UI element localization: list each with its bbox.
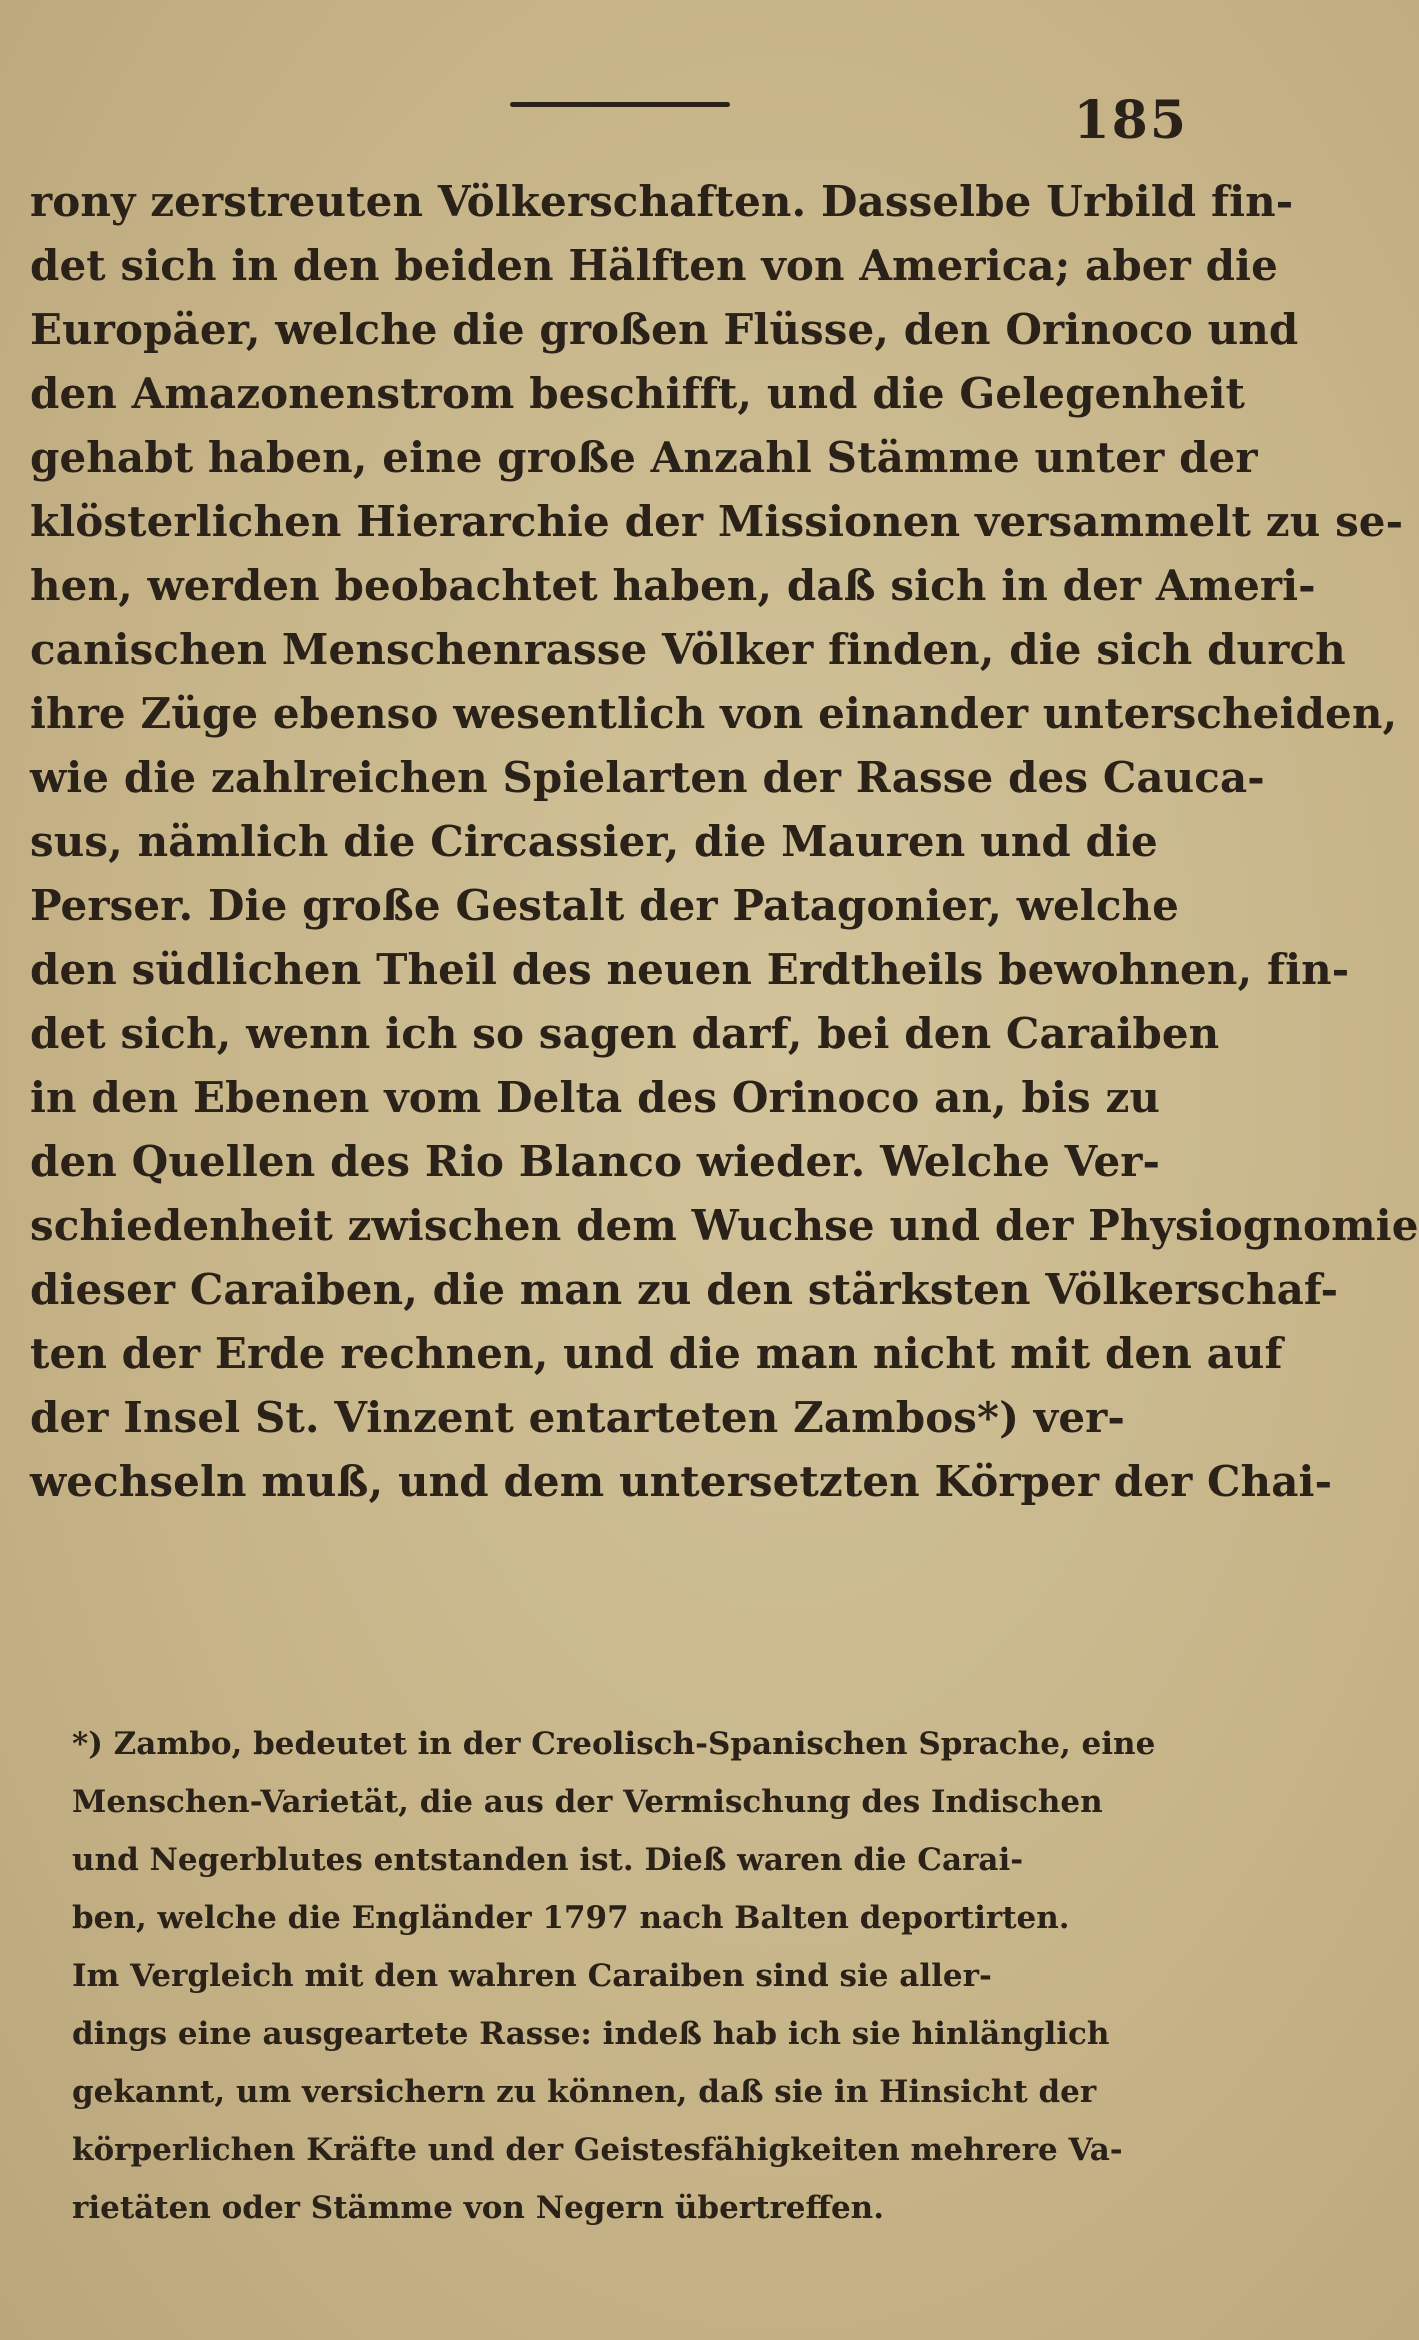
text-line: der Insel St. Vinzent entarteten Zambos*) ver-	[30, 1393, 1125, 1442]
page-number: 185	[1073, 90, 1188, 151]
text-line: den Quellen des Rio Blanco wieder. Welche Ver-	[30, 1137, 1161, 1186]
footnote-line: Menschen-Varietät, die aus der Vermischung des Indischen	[72, 1784, 1103, 1820]
text-line: schiedenheit zwischen dem Wuchse und der Physiognomie	[30, 1201, 1419, 1250]
text-line: in den Ebenen vom Delta des Orinoco an, bis zu	[30, 1073, 1161, 1122]
text-line: dieser Caraiben, die man zu den stärksten Völkerschaf-	[30, 1265, 1339, 1314]
footnote-line: körperlichen Kräfte und der Geistesfähigkeiten mehrere Va-	[72, 2132, 1123, 2168]
text-line: sus, nämlich die Circassier, die Mauren und die	[30, 817, 1158, 866]
text-line: hen, werden beobachtet haben, daß sich in der Ameri-	[30, 561, 1316, 610]
text-line: det sich in den beiden Hälften von America; aber die	[30, 241, 1278, 290]
footnote	[72, 1715, 1202, 2237]
text-line: det sich, wenn ich so sagen darf, bei den Caraiben	[30, 1009, 1220, 1058]
footnote-line: und Negerblutes entstanden ist. Dieß waren die Carai-	[72, 1842, 1024, 1878]
footnote-line: rietäten oder Stämme von Negern übertreffen.	[72, 2190, 885, 2226]
footnote-line: gekannt, um versichern zu können, daß sie in Hinsicht der	[72, 2074, 1097, 2110]
text-line: den südlichen Theil des neuen Erdtheils bewohnen, fin-	[30, 945, 1350, 994]
text-line: gehabt haben, eine große Anzahl Stämme unter der	[30, 433, 1258, 482]
text-line: den Amazonenstrom beschifft, und die Gelegenheit	[30, 369, 1246, 418]
text-line: wechseln muß, und dem untersetzten Körper der Chai-	[30, 1457, 1333, 1506]
footnote-line: ben, welche die Engländer 1797 nach Balten deportirten.	[72, 1900, 1070, 1936]
footnote-line: dings eine ausgeartete Rasse: indeß hab ich sie hinlänglich	[72, 2016, 1110, 2052]
main-text	[30, 170, 1419, 1514]
text-line: klösterlichen Hierarchie der Missionen versammelt zu se-	[30, 497, 1404, 546]
text-line: canischen Menschenrasse Völker finden, die sich durch	[30, 625, 1346, 674]
text-line: ten der Erde rechnen, und die man nicht mit den auf	[30, 1329, 1283, 1378]
text-line: Europäer, welche die großen Flüsse, den Orinoco und	[30, 305, 1299, 354]
text-line: rony zerstreuten Völkerschaften. Dasselbe Urbild fin-	[30, 177, 1294, 226]
footnote-line: Im Vergleich mit den wahren Caraiben sind sie aller-	[72, 1958, 992, 1994]
footnote-line: *) Zambo, bedeutet in der Creolisch-Spanischen Sprache, eine	[72, 1726, 1156, 1762]
page-header	[0, 82, 1228, 151]
text-line: Perser. Die große Gestalt der Patagonier, welche	[30, 881, 1179, 930]
text-line: wie die zahlreichen Spielarten der Rasse des Cauca-	[30, 753, 1265, 802]
text-line: ihre Züge ebenso wesentlich von einander unterscheiden,	[30, 689, 1398, 738]
header-rule	[510, 102, 730, 107]
